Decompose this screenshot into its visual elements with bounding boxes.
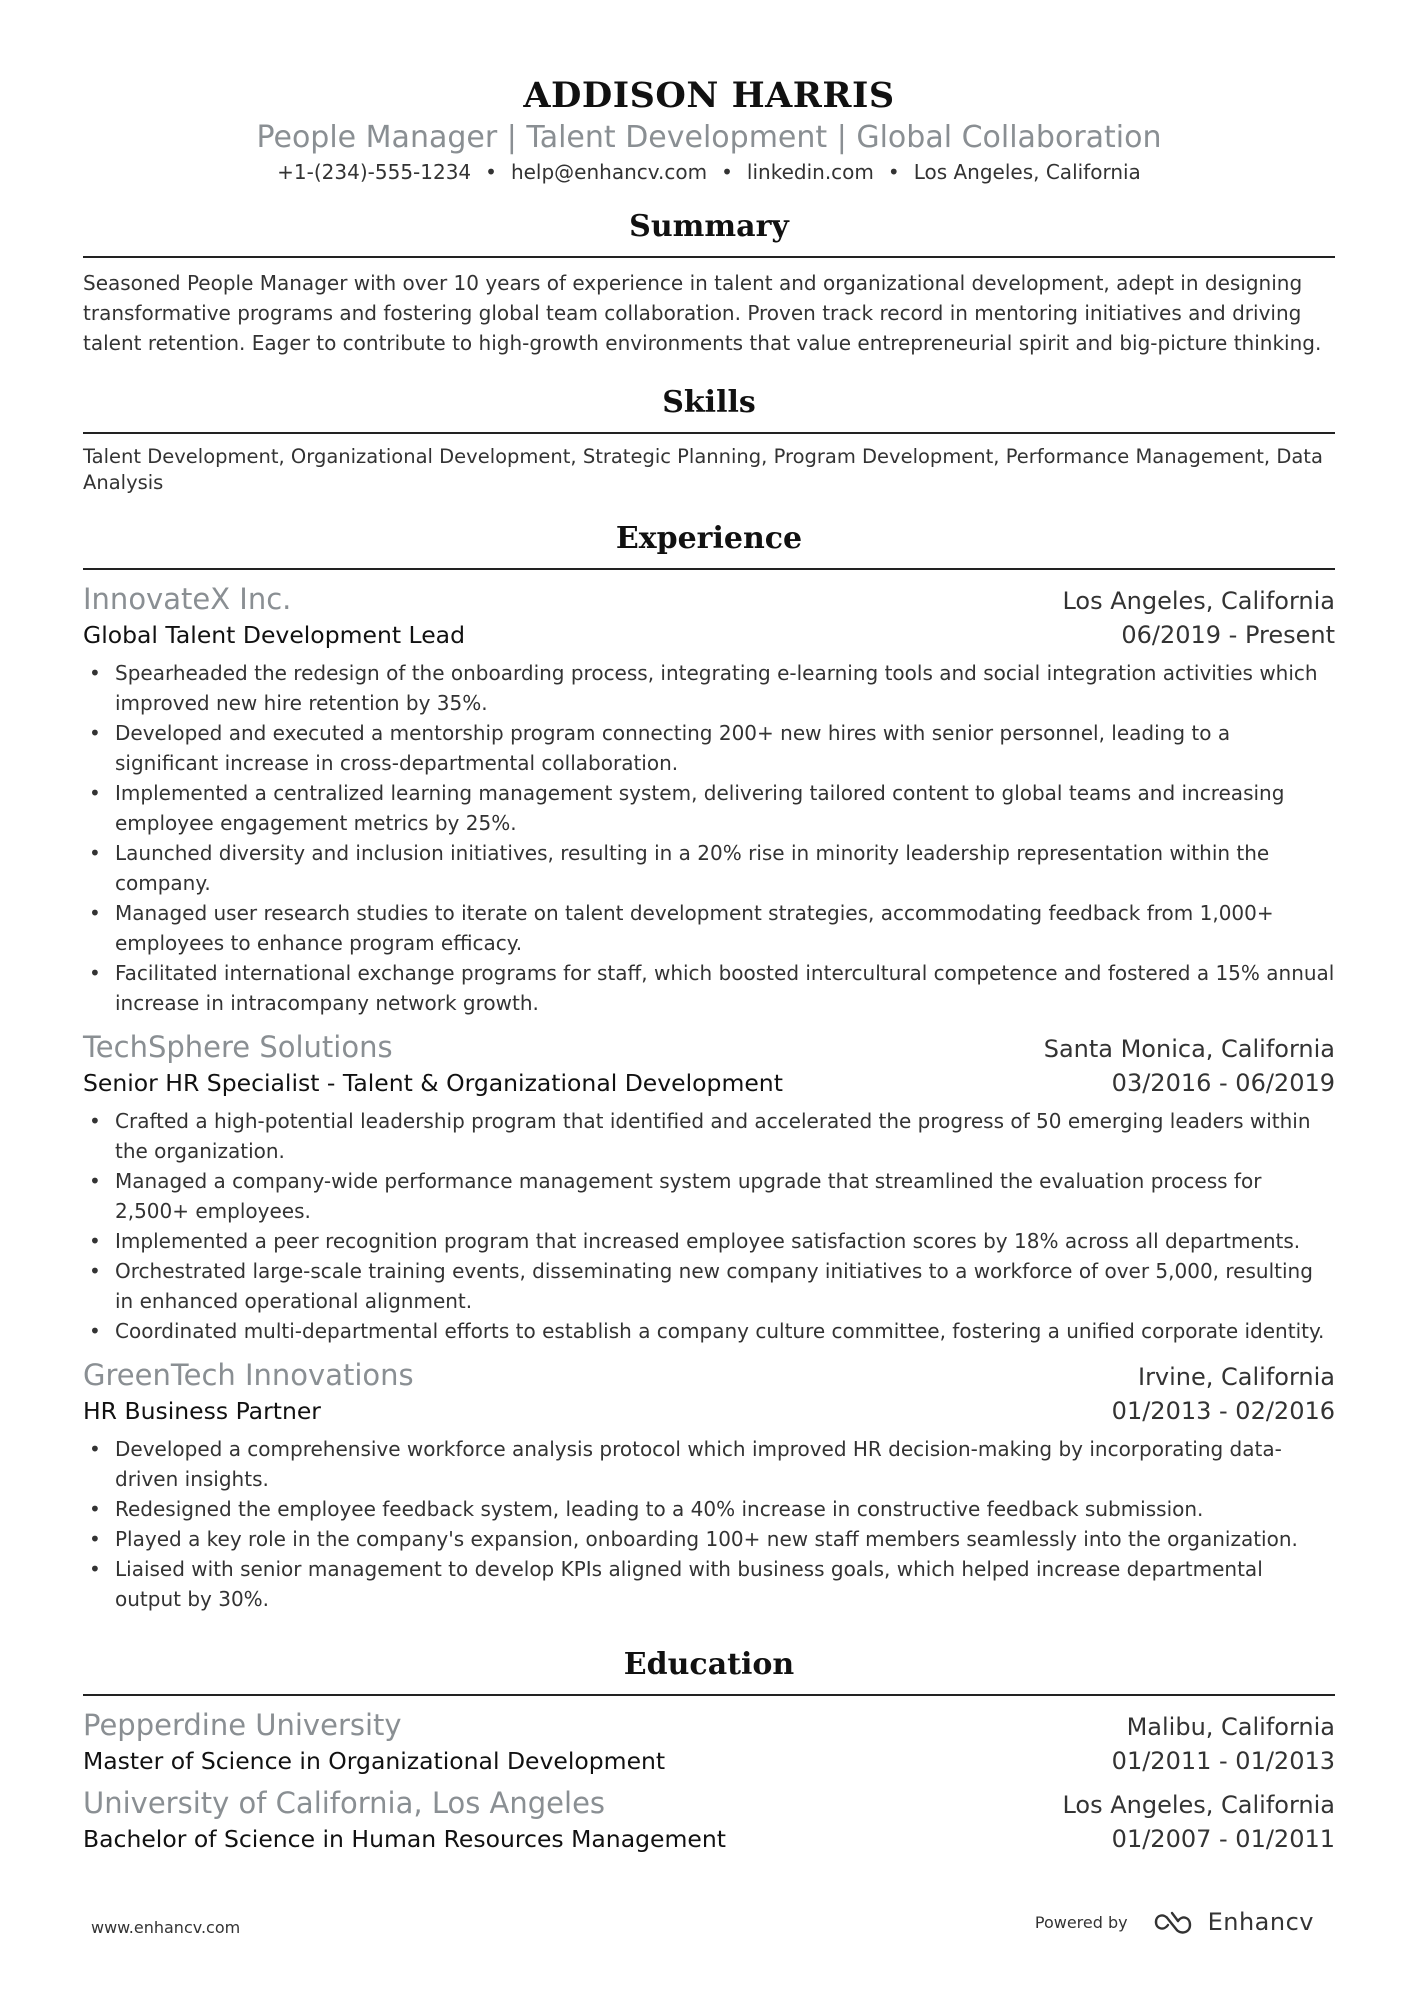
job-location: Los Angeles, California (1062, 587, 1335, 615)
bullet-item: • Launched diversity and inclusion initiatives, resulting in a 20% rise in minority leadership representation within the company. (89, 841, 1270, 895)
education-dates: 01/2007 - 01/2011 (1111, 1825, 1335, 1853)
contact-email: help@enhancv.com (510, 160, 708, 184)
powered-by-label: Powered by (1034, 1912, 1128, 1932)
job-company: InnovateX Inc. (83, 582, 292, 616)
summary-text: Seasoned People Manager with over 10 years of experience in talent and organizational development, adept in designing transformative programs and fostering global team collaboration. Proven track record in mentoring initiatives and driving talent retention. Eager to contribute to high-growth environments that value entrepreneurial spirit and big-picture thinking. (83, 271, 1322, 355)
brand-logo[interactable] (1152, 1908, 1314, 1936)
job-company: GreenTech Innovations (83, 1358, 414, 1392)
resume-content (83, 74, 1335, 1856)
job-location: Irvine, California (1137, 1363, 1335, 1391)
degree: Master of Science in Organizational Development (83, 1747, 666, 1775)
education-dates: 01/2011 - 01/2013 (1111, 1747, 1335, 1775)
education-title: Education (83, 1646, 1335, 1696)
bullet-item: • Orchestrated large-scale training events, disseminating new company initiatives to a workforce of over 5,000, resulting in enhanced operational alignment. (89, 1259, 1313, 1313)
contact-location: Los Angeles, California (913, 160, 1141, 184)
job-bullets (83, 1434, 1335, 1614)
bullet-item: • Redesigned the employee feedback system, leading to a 40% increase in constructive feedback submission. (89, 1497, 1204, 1521)
bullet-item: • Liaised with senior management to develop KPIs aligned with business goals, which helped increase departmental output by 30%. (89, 1557, 1263, 1611)
job-role: Senior HR Specialist - Talent & Organizational Development (83, 1069, 783, 1097)
contact-separator: • (721, 160, 733, 184)
contact-separator: • (887, 160, 900, 184)
school-location: Los Angeles, California (1062, 1791, 1335, 1819)
job-entry (83, 1028, 1335, 1346)
job-entry (83, 580, 1335, 1018)
enhancv-logo-icon (1152, 1909, 1198, 1935)
experience-section (83, 520, 1335, 1614)
bullet-item: • Facilitated international exchange programs for staff, which boosted intercultural competence and fostered a 15% annual increase in intracompany network growth. (89, 961, 1335, 1015)
summary-title: Summary (83, 208, 1335, 258)
candidate-name: ADDISON HARRIS (523, 75, 895, 116)
bullet-item: • Developed and executed a mentorship program connecting 200+ new hires with senior personnel, leading to a significant increase in cross-departmental collaboration. (89, 721, 1231, 775)
contact-line (83, 158, 1335, 186)
job-dates: 06/2019 - Present (1121, 621, 1335, 649)
education-entry (83, 1784, 1335, 1856)
job-role: Global Talent Development Lead (83, 621, 465, 649)
contact-separator: • (485, 160, 497, 184)
bullet-item: • Spearheaded the redesign of the onboarding process, integrating e-learning tools and social integration activities which improved new hire retention by 35%. (89, 661, 1318, 715)
contact-phone: +1-(234)-555-1234 (277, 160, 472, 184)
skills-title: Skills (83, 384, 1335, 434)
bullet-item: • Implemented a centralized learning management system, delivering tailored content to global teams and increasing employee engagement metrics by 25%. (89, 781, 1285, 835)
job-dates: 01/2013 - 02/2016 (1111, 1397, 1335, 1425)
bullet-item: • Played a key role in the company's expansion, onboarding 100+ new staff members seamlessly into the organization. (89, 1527, 1298, 1551)
skills-section (83, 384, 1335, 496)
job-bullets (83, 1106, 1335, 1346)
skills-text: Talent Development, Organizational Development, Strategic Planning, Program Development, Performance Management, Data Analysis (83, 445, 1323, 494)
education-section (83, 1646, 1335, 1856)
school-name: Pepperdine University (83, 1708, 402, 1742)
contact-linkedin: linkedin.com (746, 160, 874, 184)
degree: Bachelor of Science in Human Resources Management (83, 1825, 726, 1853)
job-role: HR Business Partner (83, 1397, 321, 1425)
job-bullets (83, 658, 1335, 1018)
job-location: Santa Monica, California (1043, 1035, 1335, 1063)
summary-section (83, 208, 1335, 358)
school-name: University of California, Los Angeles (83, 1786, 606, 1820)
bullet-item: • Coordinated multi-departmental efforts to establish a company culture committee, fostering a unified corporate identity. (89, 1319, 1325, 1343)
footer-branding (1035, 1908, 1314, 1936)
job-company: TechSphere Solutions (83, 1030, 393, 1064)
experience-title: Experience (83, 520, 1335, 570)
bullet-item: • Implemented a peer recognition program that increased employee satisfaction scores by 18% across all departments. (89, 1229, 1301, 1253)
school-location: Malibu, California (1126, 1713, 1335, 1741)
bullet-item: • Managed a company-wide performance management system upgrade that streamlined the evaluation process for 2,500+ employees. (89, 1169, 1262, 1223)
job-entry (83, 1356, 1335, 1614)
bullet-item: • Crafted a high-potential leadership program that identified and accelerated the progress of 50 emerging leaders within the organization. (89, 1109, 1311, 1163)
bullet-item: • Managed user research studies to iterate on talent development strategies, accommodating feedback from 1,000+ employees to enhance program efficacy. (89, 901, 1274, 955)
candidate-headline: People Manager | Talent Development | Global Collaboration (256, 120, 1162, 155)
footer-website[interactable]: www.enhancv.com (91, 1918, 241, 1937)
bullet-item: • Developed a comprehensive workforce analysis protocol which improved HR decision-making by incorporating data-driven insights. (89, 1437, 1282, 1491)
job-dates: 03/2016 - 06/2019 (1111, 1069, 1335, 1097)
brand-name: Enhancv (1207, 1908, 1314, 1936)
education-entry (83, 1706, 1335, 1778)
